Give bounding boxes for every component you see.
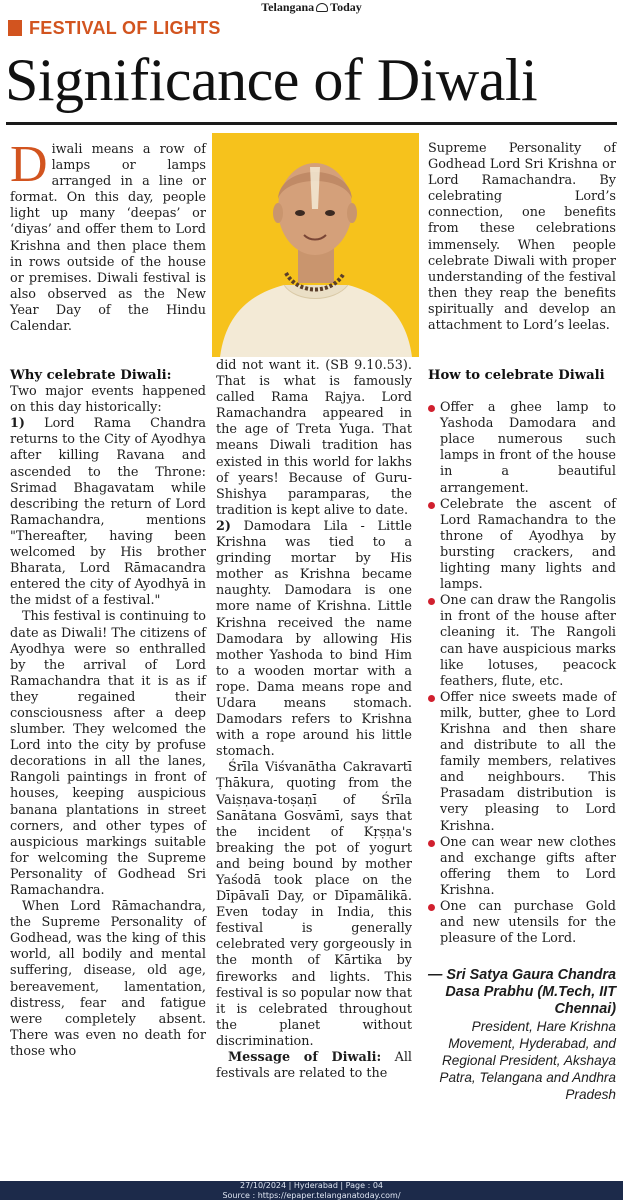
masthead bbox=[0, 0, 623, 14]
intro-paragraph: iwali means a row of lamps or lamps arranged in a line or format. On this day, people light up many ‘deepas’ or ‘diyas’ and offer them to Lord Krishna and then place them in rows outside of the house or premises. Diwali festival is also observed as the New Year Day of the Hindu Calendar. bbox=[10, 142, 206, 335]
drop-cap: D bbox=[10, 136, 48, 193]
bullet-icon bbox=[428, 695, 435, 702]
column-1-paragraph-2: This festival is continuing to date as Diwali! The citizens of Ayodhya were so enthralled by the arrival of Lord Ramachandra that it is as if they regained their consciousness after a deep slumber. They welcomed the Lord into the city by profuse decorations in all the lanes, Rangoli paintings in front of houses, keeping auspicious banana plantations in street corners, and other types of auspicious markings suitable for welcoming the Supreme Personality of Godhead Sri Ramachandra. bbox=[10, 609, 206, 898]
message-text: All festivals are related to the bbox=[216, 1050, 413, 1082]
list-item bbox=[428, 593, 616, 690]
headline: Significance of Diwali bbox=[5, 47, 538, 113]
masthead-emblem-icon bbox=[316, 3, 328, 12]
masthead-right: Today bbox=[330, 0, 362, 14]
event-1-number: 1) bbox=[10, 416, 25, 432]
column-2 bbox=[216, 358, 412, 1082]
column-1 bbox=[10, 368, 206, 1060]
footer-source-link[interactable]: Source : https://epaper.telanganatoday.com/ bbox=[222, 1190, 401, 1200]
column-3-top-paragraph: Supreme Personality of Godhead Lord Sri Krishna or Lord Ramachandra. By celebrating Lord’s connection, one benefits from these celebrations immensely. When people celebrate Diwali with proper understanding of the festival then they reap the benefits spiritually and develop an attachment to Lord’s leelas. bbox=[428, 141, 616, 334]
author-photo bbox=[212, 133, 419, 357]
column-3 bbox=[428, 368, 616, 1103]
bullet-icon bbox=[428, 598, 435, 605]
monk-portrait-icon bbox=[212, 133, 419, 357]
list-item bbox=[428, 835, 616, 899]
event-2-number: 2) bbox=[216, 518, 231, 534]
masthead-left: Telangana bbox=[261, 0, 315, 14]
bullet-icon bbox=[428, 840, 435, 847]
why-intro: Two major events happened on this day historically: bbox=[10, 384, 206, 416]
kicker-square-icon bbox=[8, 20, 22, 36]
column-3-top bbox=[428, 141, 616, 334]
intro-column bbox=[10, 136, 206, 335]
byline bbox=[428, 967, 616, 1103]
list-item bbox=[428, 497, 616, 594]
column-2-paragraph-3: Śrīla Viśvanātha Cakravartī Ṭhākura, quoting from the Vaiṣṇava-toṣaṇī of Śrīla Sanātana Gosvāmī, says that the incident of Kṛṣṇa's breaking the pot of yogurt and being bound by mother Yaśodā took place on the Dīpāvalī Day, or Dīpamālikā. Even today in India, this festival is generally celebrated very gorgeously in the month of Kārtika by fireworks and lights. This festival is so popular now that it is celebrated throughout the planet without discrimination. bbox=[216, 760, 412, 1049]
message-paragraph bbox=[216, 1050, 412, 1082]
list-item bbox=[428, 400, 616, 497]
column-1-paragraph-3: When Lord Rāmachandra, the Supreme Personality of Godhead, was the king of this world, all bodily and mental suffering, disease, old age, bereavement, lamentation, distress, fear and fatigue were completely absent. There was even no death for those who bbox=[10, 899, 206, 1059]
why-celebrate-heading: Why celebrate Diwali: bbox=[10, 368, 172, 383]
list-item bbox=[428, 690, 616, 835]
list-item-text: Celebrate the ascent of Lord Ramachandra to the throne of Ayodhya by bursting crackers, and lighting many lights and lamps. bbox=[440, 496, 616, 593]
list-item-text: One can draw the Rangolis in front of the house after cleaning it. The Rangoli can have auspicious marks like lotuses, peacock feathers, flute, etc. bbox=[440, 593, 616, 689]
list-item-text: One can purchase Gold and new utensils for the pleasure of the Lord. bbox=[440, 899, 616, 947]
list-item bbox=[428, 899, 616, 947]
column-2-paragraph-1: did not want it. (SB 9.10.53). That is what is famously called Rama Rajya. Lord Ramachandra appeared in the age of Treta Yuga. That means Diwali tradition has existed in this world for lakhs of years! Because of Guru-Shishya paramparas, the tradition is kept alive to date. bbox=[216, 358, 412, 518]
section-kicker bbox=[8, 16, 221, 40]
how-celebrate-heading: How to celebrate Diwali bbox=[428, 368, 605, 383]
headline-rule bbox=[6, 122, 617, 125]
list-item-text: Offer nice sweets made of milk, butter, ghee to Lord Krishna and then share and distribute to all the family members, relatives and neighbours. This Prasadam distribution is very pleasing to Lord Krishna. bbox=[440, 689, 616, 834]
bullet-icon bbox=[428, 405, 435, 412]
footer-date-line: 27/10/2024 | Hyderabad | Page : 04 bbox=[240, 1181, 383, 1190]
kicker-label: FESTIVAL OF LIGHTS bbox=[29, 17, 221, 38]
event-1 bbox=[10, 416, 206, 609]
epaper-footer bbox=[0, 1181, 623, 1200]
list-item-text: Offer a ghee lamp to Yashoda Damodara and place numerous such lamps in front of the house in a beautiful arrangement. bbox=[440, 400, 616, 496]
byline-name: — Sri Satya Gaura Chandra Dasa Prabhu (M.Tech, IIT Chennai) bbox=[428, 967, 616, 1018]
bullet-icon bbox=[428, 502, 435, 509]
byline-role: President, Hare Krishna Movement, Hyderabad, and Regional President, Akshaya Patra, Telangana and Andhra Pradesh bbox=[439, 1019, 616, 1103]
bullet-icon bbox=[428, 904, 435, 911]
message-heading: Message of Diwali: bbox=[228, 1050, 382, 1066]
event-2 bbox=[216, 519, 412, 760]
event-1-text: Lord Rama Chandra returns to the City of Ayodhya after killing Ravana and ascended to the Throne: Srimad Bhagavatam while describing the return of Lord Ramachandra, mentions "Thereafter, having been welcomed by His brother Bharata, Lord Rāmacandra entered the city of Ayodhyā in the midst of a festival." bbox=[10, 416, 206, 609]
event-2-text: Damodara Lila - Little Krishna was tied to a grinding mortar by His mother as Krishna became naughty. Damodara is one more name of Krishna. Little Krishna received the name Damodara by allowing His mother Yashoda to bind Him to a wooden mortar with a rope. Dama means rope and Udara means stomach. Damodars refers to Krishna with a rope around his little stomach. bbox=[216, 518, 412, 760]
list-item-text: One can wear new clothes and exchange gifts after offering them to Lord Krishna. bbox=[440, 834, 616, 898]
